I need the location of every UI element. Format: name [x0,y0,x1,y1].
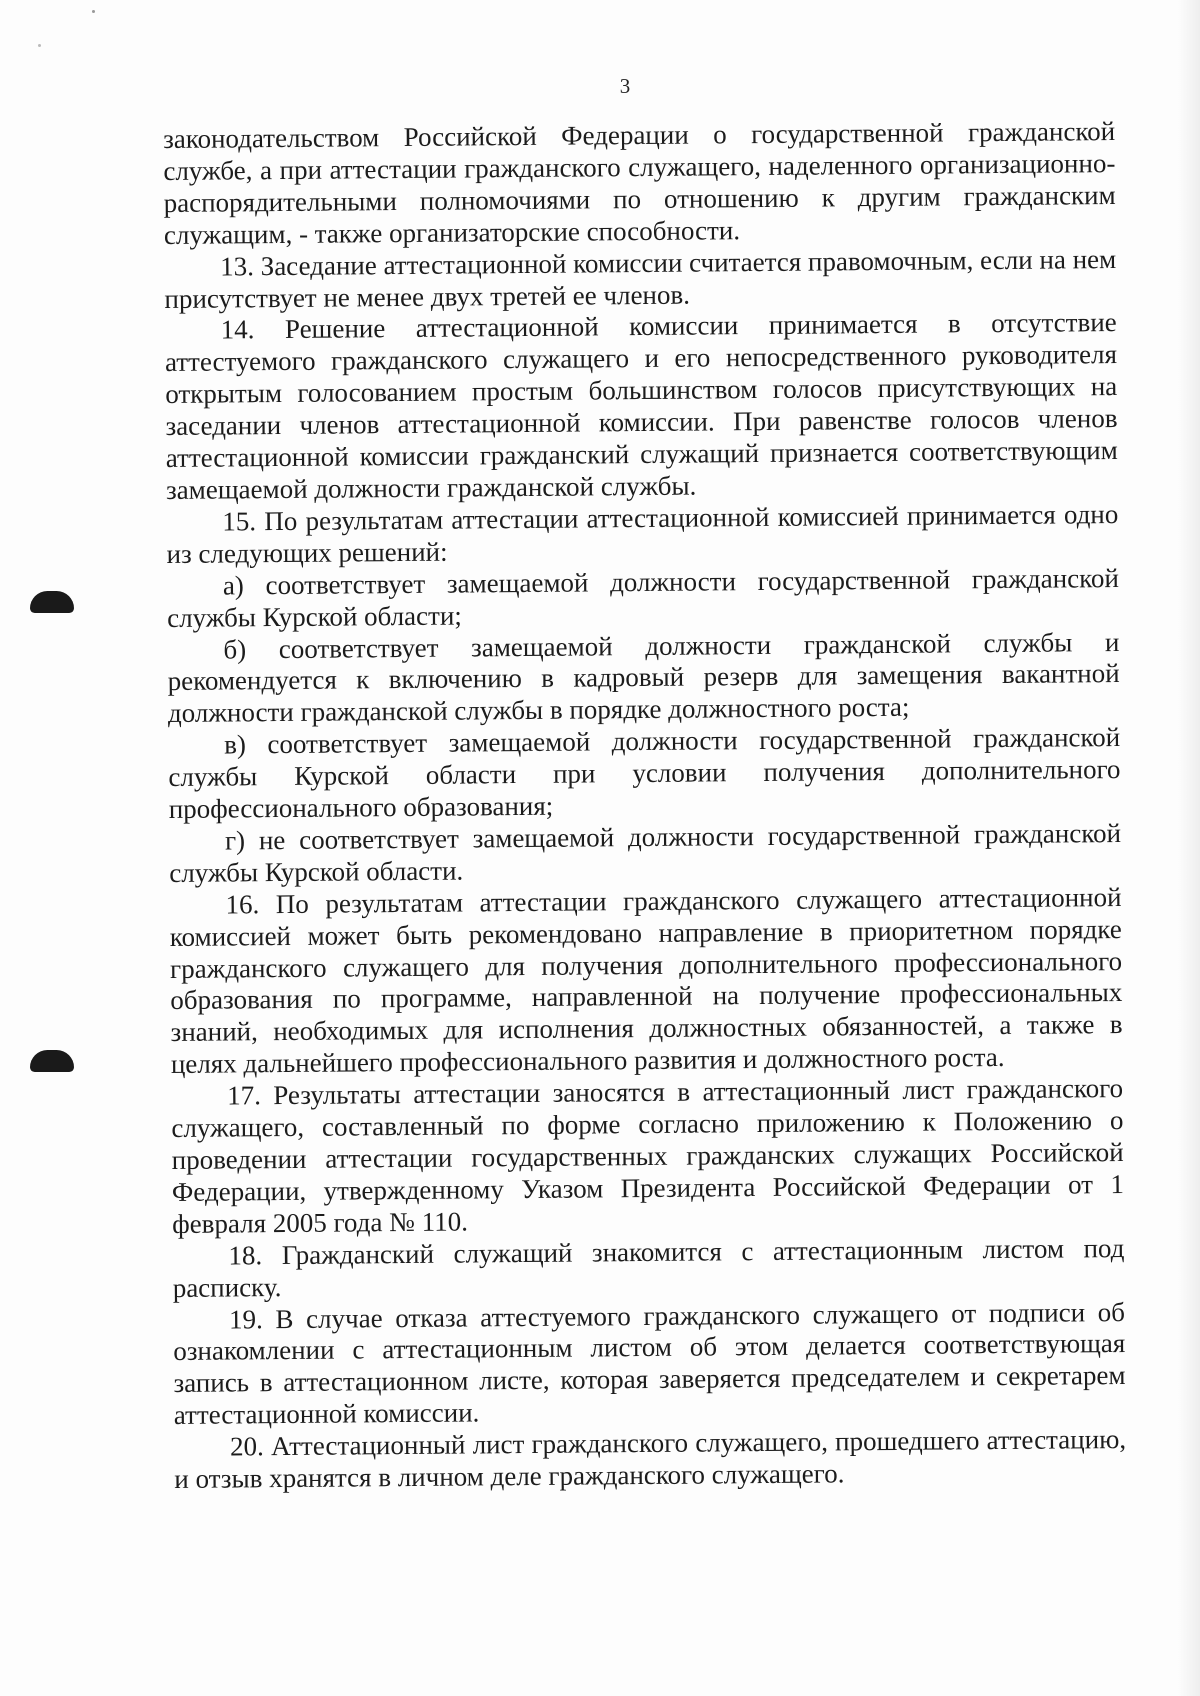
paragraph-15-item-g: г) не соответствует замещаемой должности государственной гражданской службы Курской области. [169,817,1122,888]
paragraph-20: 20. Аттестационный лист гражданского служащего, прошедшего аттестацию, и отзыв хранятся в личном деле гражданского служащего. [174,1424,1127,1495]
paragraph-15-item-a: а) соответствует замещаемой должности государственной гражданской службы Курской области; [167,562,1119,633]
paragraph-12-continued: законодательством Российской Федерации о государственной гражданской службе, а при аттестации гражданского служащего, наделенного организационно-распорядительными полномочиями по отношению к другим гражданским служащим, - также организаторские способности. [163,116,1116,250]
page-number: 3 [619,74,631,98]
paragraph-17: 17. Результаты аттестации заносятся в аттестационный лист гражданского служащего, составленный по форме согласно приложению к Положению о проведении аттестации государственных гражданских служащих Российской Федерации, утвержденному Указом Президента Российской Федерации от 1 февраля 2005 года № 110. [171,1073,1125,1239]
paragraph-19: 19. В случае отказа аттестуемого гражданского служащего от подписи об ознакомлении с аттестационным листом об этом делается соответствующая запись в аттестационном листе, которая заверяется председателем и секретарем аттестационной комиссии. [173,1296,1126,1431]
paragraph-15-item-v: в) соответствует замещаемой должности государственной гражданской службы Курской области при условии получения дополнительного профессионального образования; [168,722,1121,825]
document-body [163,116,1126,1496]
punch-hole-upper [30,591,74,613]
paragraph-16: 16. По результатам аттестации гражданского служащего аттестационной комиссией может быть рекомендовано направление в приоритетном порядке гражданского служащего для получения дополнительного профессионального образования по программе, направленной на получение профессиональных знаний, необходимых для исполнения должностных обязанностей, а также в целях дальнейшего профессионального развития и должностного роста. [169,881,1123,1080]
scan-speck [92,10,95,13]
paragraph-15-item-b: б) соответствует замещаемой должности гражданской службы и рекомендуется к включению в кадровый резерв для замещения вакантной должности гражданской службы в порядке должностного роста; [167,626,1120,729]
scan-speck [38,44,41,47]
paragraph-18: 18. Гражданский служащий знакомится с аттестационным листом под расписку. [172,1232,1125,1303]
page-edge-shadow [1178,0,1200,1696]
punch-hole-lower [30,1050,74,1072]
paragraph-13: 13. Заседание аттестационной комиссии считается правомочным, если на нем присутствует не менее двух третей ее членов. [164,243,1117,314]
paragraph-15: 15. По результатам аттестации аттестационной комиссией принимается одно из следующих решений: [166,498,1119,569]
paragraph-14: 14. Решение аттестационной комиссии принимается в отсутствие аттестуемого гражданского служащего и его непосредственного руководителя открытым голосованием простым большинством голосов присутствующих на заседании членов аттестационной комиссии. При равенстве голосов членов аттестационной комиссии гражданский служащий признается соответствующим замещаемой должности гражданской службы. [164,307,1118,505]
